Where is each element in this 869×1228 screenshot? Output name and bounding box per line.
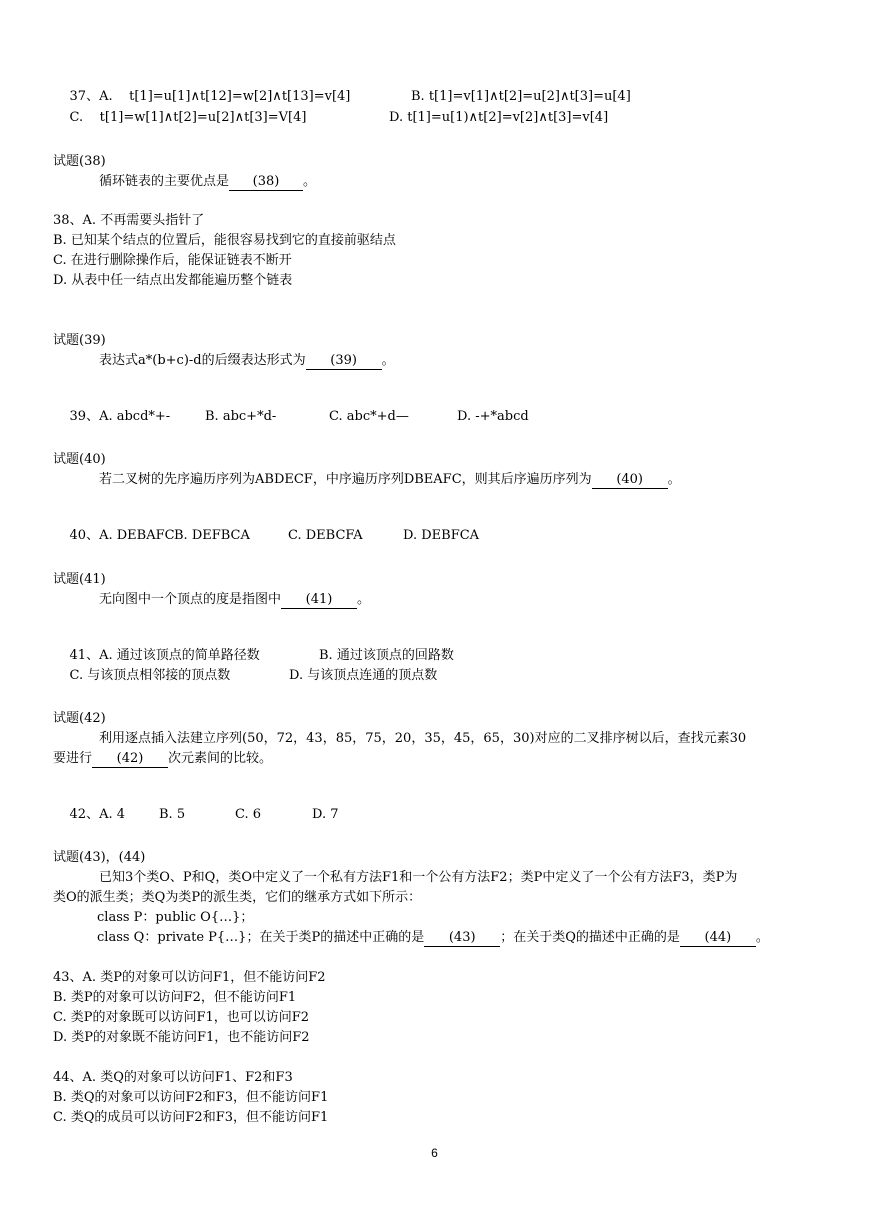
q42-answer-blank: (42) — [92, 751, 168, 768]
q38-option-b: B. 已知某个结点的位置后，能很容易找到它的直接前驱结点 — [53, 233, 396, 248]
q38-option-a: 38、A. 不再需要头指针了 — [53, 213, 205, 228]
q41-option-b: B. 通过该顶点的回路数 — [319, 648, 454, 663]
q39-option-d: D. -+*abcd — [457, 409, 529, 424]
q44-option-b: B. 类Q的对象可以访问F2和F3，但不能访问F1 — [53, 1090, 329, 1105]
q37-option-b: B. t[1]=v[1]∧t[2]=u[2]∧t[3]=u[4] — [411, 89, 631, 104]
q39-option-a: 39、A. abcd*+- — [69, 409, 171, 424]
q39-answer-blank: (39) — [306, 353, 382, 370]
q40-stem — [99, 472, 681, 489]
q44-option-c: C. 类Q的成员可以访问F2和F3，但不能访问F1 — [53, 1110, 329, 1125]
q38-option-c: C. 在进行删除操作后，能保证链表不断开 — [53, 253, 292, 268]
q39-option-c: C. abc*+d— — [329, 409, 409, 424]
q39-stem-end: 。 — [381, 353, 395, 368]
q38-title: 试题(38) — [53, 154, 106, 169]
q43-44-stem-line-2: 类O的派生类；类Q为类P的派生类，它们的继承方式如下所示： — [53, 890, 422, 905]
q39-options-row — [53, 393, 529, 441]
q41-stem-end: 。 — [357, 592, 371, 607]
q41-option-d: D. 与该顶点连通的顶点数 — [289, 668, 438, 683]
q38-stem — [99, 174, 316, 191]
q39-stem — [99, 353, 395, 370]
q42-option-d: D. 7 — [312, 807, 339, 822]
q40-options-row — [53, 512, 480, 560]
page-number: 6 — [431, 1146, 438, 1160]
q41-answer-blank: (41) — [281, 592, 357, 609]
q43-option-b: B. 类P的对象可以访问F2，但不能访问F1 — [53, 990, 297, 1005]
q41-stem-text: 无向图中一个顶点的度是指图中 — [99, 592, 282, 607]
q42-option-c: C. 6 — [235, 807, 262, 822]
q40-stem-end: 。 — [667, 472, 681, 487]
q42-options-row — [53, 791, 339, 839]
q42-title: 试题(42) — [53, 711, 106, 726]
q42-stem-line-2 — [53, 751, 272, 768]
q43-option-a: 43、A. 类P的对象可以访问F1，但不能访问F2 — [53, 970, 326, 985]
q41-title: 试题(41) — [53, 572, 106, 587]
q43-44-code-text: class Q：private P{…}；在关于类P的描述中正确的是 — [97, 930, 425, 945]
q43-44-title: 试题(43)，(44) — [53, 850, 146, 865]
q40-answer-blank: (40) — [592, 472, 668, 489]
q41-option-a: 41、A. 通过该顶点的简单路径数 — [69, 648, 260, 663]
q39-title: 试题(39) — [53, 333, 106, 348]
q38-stem-text: 循环链表的主要优点是 — [99, 174, 230, 189]
q40-option-b: B. DEFBCA — [174, 528, 250, 543]
q37-option-d: D. t[1]=u[1)∧t[2]=v[2]∧t[3]=v[4] — [389, 110, 609, 125]
q43-44-code-line-2 — [97, 930, 769, 947]
q39-stem-text: 表达式a*(b+c)-d的后缀表达形式为 — [99, 353, 306, 368]
q41-stem — [99, 592, 370, 609]
q42-stem-end: 次元素间的比较。 — [168, 751, 273, 766]
q43-option-c: C. 类P的对象既可以访问F1，也可以访问F2 — [53, 1010, 310, 1025]
q37-option-c: C. t[1]=w[1]∧t[2]=u[2]∧t[3]=V[4] — [69, 110, 307, 125]
q43-44-stem-line-1: 已知3个类O、P和Q，类O中定义了一个私有方法F1和一个公有方法F2；类P中定义了一个公有方法F3，类P为 — [99, 870, 738, 885]
q42-stem-line-1: 利用逐点插入法建立序列(50，72，43，85，75，20，35，45，65，30)对应的二叉排序树以后，查找元素30 — [99, 731, 747, 746]
q40-stem-text: 若二叉树的先序遍历序列为ABDECF，中序遍历序列DBEAFC，则其后序遍历序列为 — [99, 472, 592, 487]
q43-answer-blank: (43) — [424, 930, 500, 947]
q43-44-code-end: 。 — [755, 930, 769, 945]
q38-option-d: D. 从表中任一结点出发都能遍历整个链表 — [53, 273, 293, 288]
q39-option-b: B. abc+*d- — [205, 409, 277, 424]
q38-stem-end: 。 — [303, 174, 317, 189]
q38-answer-blank: (38) — [229, 174, 303, 191]
q41-option-c: C. 与该顶点相邻接的顶点数 — [69, 668, 231, 683]
q42-option-b: B. 5 — [159, 807, 186, 822]
q40-option-a: 40、A. DEBAFC — [69, 528, 175, 543]
q40-title: 试题(40) — [53, 452, 106, 467]
q37-option-a: 37、A. t[1]=u[1]∧t[12]=w[2]∧t[13]=v[4] — [69, 89, 351, 104]
q44-answer-blank: (44) — [680, 930, 756, 947]
q40-option-c: C. DEBCFA — [288, 528, 363, 543]
q40-option-d: D. DEBFCA — [403, 528, 480, 543]
q43-44-code-mid: ；在关于类Q的描述中正确的是 — [500, 930, 680, 945]
q44-option-a: 44、A. 类Q的对象可以访问F1、F2和F3 — [53, 1070, 293, 1085]
q42-stem-text: 要进行 — [53, 751, 93, 766]
q43-option-d: D. 类P的对象既不能访问F1，也不能访问F2 — [53, 1030, 310, 1045]
q43-44-code-line-1: class P：public O{…}； — [97, 910, 254, 925]
q42-option-a: 42、A. 4 — [69, 807, 125, 822]
